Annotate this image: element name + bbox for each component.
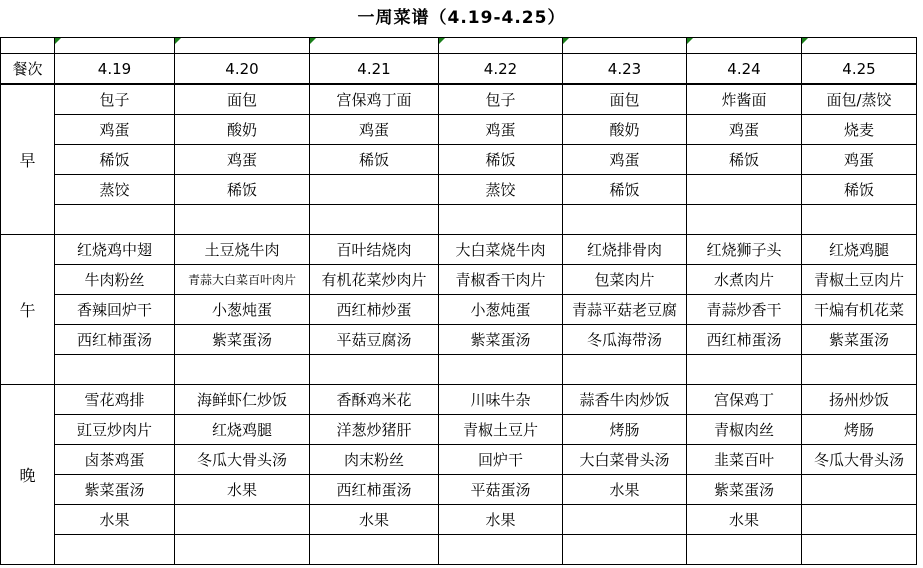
date-header: 4.21 [310, 54, 439, 85]
meal-label: 晚 [1, 385, 55, 565]
spacer-row [1, 38, 917, 54]
table-row [1, 205, 917, 235]
table-row [1, 505, 917, 535]
dish-cell [687, 535, 802, 565]
date-header: 4.22 [439, 54, 563, 85]
dish-cell [687, 205, 802, 235]
dish-cell: 面包/蒸饺 [802, 84, 917, 115]
spacer-cell [563, 38, 687, 54]
dish-cell: 青蒜炒香干 [687, 295, 802, 325]
dish-cell: 海鲜虾仁炒饭 [175, 385, 310, 415]
dish-cell: 紫菜蛋汤 [802, 325, 917, 355]
dish-cell: 冬瓜大骨头汤 [802, 445, 917, 475]
table-row [1, 325, 917, 355]
dish-cell: 西红柿蛋汤 [310, 475, 439, 505]
dish-cell: 百叶结烧肉 [310, 235, 439, 265]
spacer-cell [55, 38, 175, 54]
meal-column-header: 餐次 [1, 54, 55, 85]
dish-cell: 土豆烧牛肉 [175, 235, 310, 265]
dish-cell: 西红柿蛋汤 [55, 325, 175, 355]
dish-cell: 紫菜蛋汤 [439, 325, 563, 355]
dish-cell [563, 505, 687, 535]
dish-cell: 鸡蛋 [563, 145, 687, 175]
dish-cell: 水果 [563, 475, 687, 505]
date-header: 4.25 [802, 54, 917, 85]
date-header: 4.23 [563, 54, 687, 85]
spacer-cell [310, 38, 439, 54]
dish-cell: 水果 [439, 505, 563, 535]
spacer-cell [1, 38, 55, 54]
table-row [1, 415, 917, 445]
dish-cell: 紫菜蛋汤 [175, 325, 310, 355]
dish-cell: 洋葱炒猪肝 [310, 415, 439, 445]
dish-cell [175, 355, 310, 385]
dish-cell: 紫菜蛋汤 [55, 475, 175, 505]
dish-cell: 冬瓜海带汤 [563, 325, 687, 355]
menu-table [0, 37, 917, 565]
dish-cell: 鸡蛋 [687, 115, 802, 145]
dish-cell: 宫保鸡丁面 [310, 84, 439, 115]
dish-cell: 牛肉粉丝 [55, 265, 175, 295]
dish-cell: 烤肠 [802, 415, 917, 445]
dish-cell [687, 175, 802, 205]
table-row [1, 265, 917, 295]
dish-cell [439, 205, 563, 235]
dish-cell: 韭菜百叶 [687, 445, 802, 475]
dish-cell: 青蒜平菇老豆腐 [563, 295, 687, 325]
spacer-cell [687, 38, 802, 54]
dish-cell: 鸡蛋 [55, 115, 175, 145]
dish-cell: 香酥鸡米花 [310, 385, 439, 415]
table-row [1, 84, 917, 115]
dish-cell: 面包 [175, 84, 310, 115]
dish-cell: 西红柿炒蛋 [310, 295, 439, 325]
dish-cell [802, 535, 917, 565]
dish-cell: 红烧排骨肉 [563, 235, 687, 265]
dish-cell [563, 355, 687, 385]
dish-cell: 烤肠 [563, 415, 687, 445]
dish-cell [687, 355, 802, 385]
dish-cell [55, 535, 175, 565]
dish-cell: 肉末粉丝 [310, 445, 439, 475]
dish-cell: 青椒肉丝 [687, 415, 802, 445]
dish-cell: 稀饭 [175, 175, 310, 205]
dish-cell: 稀饭 [310, 145, 439, 175]
dish-cell [175, 505, 310, 535]
dish-cell: 有机花菜炒肉片 [310, 265, 439, 295]
dish-cell: 西红柿蛋汤 [687, 325, 802, 355]
table-row [1, 235, 917, 265]
dish-cell: 烧麦 [802, 115, 917, 145]
dish-cell: 水煮肉片 [687, 265, 802, 295]
dish-cell: 包子 [439, 84, 563, 115]
dish-cell: 蒸饺 [439, 175, 563, 205]
dish-cell: 水果 [55, 505, 175, 535]
table-row [1, 295, 917, 325]
dish-cell [563, 205, 687, 235]
dish-cell: 大白菜骨头汤 [563, 445, 687, 475]
dish-cell: 水果 [175, 475, 310, 505]
spacer-cell [175, 38, 310, 54]
dish-cell: 紫菜蛋汤 [687, 475, 802, 505]
dish-cell: 红烧狮子头 [687, 235, 802, 265]
dish-cell: 豇豆炒肉片 [55, 415, 175, 445]
dish-cell: 红烧鸡腿 [175, 415, 310, 445]
dish-cell: 青椒香干肉片 [439, 265, 563, 295]
dish-cell [802, 475, 917, 505]
dish-cell: 稀饭 [802, 175, 917, 205]
table-row [1, 175, 917, 205]
dish-cell: 鸡蛋 [175, 145, 310, 175]
dish-cell: 红烧鸡中翅 [55, 235, 175, 265]
dish-cell: 稀饭 [55, 145, 175, 175]
dish-cell: 冬瓜大骨头汤 [175, 445, 310, 475]
dish-cell: 卤茶鸡蛋 [55, 445, 175, 475]
dish-cell: 香辣回炉干 [55, 295, 175, 325]
dish-cell: 雪花鸡排 [55, 385, 175, 415]
table-row [1, 535, 917, 565]
dish-cell: 稀饭 [439, 145, 563, 175]
dish-cell [310, 205, 439, 235]
dish-cell: 包菜肉片 [563, 265, 687, 295]
dish-cell: 青蒜大白菜百叶肉片 [175, 265, 310, 295]
dish-cell [175, 205, 310, 235]
dish-cell: 扬州炒饭 [802, 385, 917, 415]
dish-cell: 大白菜烧牛肉 [439, 235, 563, 265]
dish-cell [802, 205, 917, 235]
dish-cell: 稀饭 [687, 145, 802, 175]
dish-cell [563, 535, 687, 565]
dish-cell [802, 355, 917, 385]
dish-cell: 红烧鸡腿 [802, 235, 917, 265]
spacer-cell [439, 38, 563, 54]
dish-cell: 平菇豆腐汤 [310, 325, 439, 355]
dish-cell: 稀饭 [563, 175, 687, 205]
dish-cell: 干煸有机花菜 [802, 295, 917, 325]
dish-cell [802, 505, 917, 535]
table-row [1, 115, 917, 145]
table-row [1, 355, 917, 385]
dish-cell: 鸡蛋 [439, 115, 563, 145]
dish-cell: 酸奶 [563, 115, 687, 145]
dish-cell: 小葱炖蛋 [439, 295, 563, 325]
meal-label: 午 [1, 235, 55, 385]
date-header: 4.19 [55, 54, 175, 85]
spacer-cell [802, 38, 917, 54]
dish-cell: 蒜香牛肉炒饭 [563, 385, 687, 415]
dish-cell: 蒸饺 [55, 175, 175, 205]
table-row [1, 145, 917, 175]
dish-cell: 面包 [563, 84, 687, 115]
dish-cell: 水果 [310, 505, 439, 535]
dish-cell [310, 355, 439, 385]
dish-cell: 青椒土豆肉片 [802, 265, 917, 295]
date-header: 4.20 [175, 54, 310, 85]
dish-cell: 包子 [55, 84, 175, 115]
dish-cell: 小葱炖蛋 [175, 295, 310, 325]
meal-label: 早 [1, 84, 55, 235]
dish-cell: 川味牛杂 [439, 385, 563, 415]
dish-cell: 青椒土豆片 [439, 415, 563, 445]
header-row [1, 54, 917, 85]
dish-cell: 炸酱面 [687, 84, 802, 115]
table-row [1, 445, 917, 475]
date-header: 4.24 [687, 54, 802, 85]
dish-cell [175, 535, 310, 565]
dish-cell: 酸奶 [175, 115, 310, 145]
dish-cell [55, 355, 175, 385]
dish-cell: 鸡蛋 [802, 145, 917, 175]
dish-cell [310, 175, 439, 205]
table-row [1, 475, 917, 505]
dish-cell [439, 355, 563, 385]
dish-cell: 平菇蛋汤 [439, 475, 563, 505]
dish-cell [439, 535, 563, 565]
dish-cell [55, 205, 175, 235]
page-title: 一周菜谱（4.19-4.25） [357, 8, 566, 28]
table-row [1, 385, 917, 415]
dish-cell: 回炉干 [439, 445, 563, 475]
dish-cell: 鸡蛋 [310, 115, 439, 145]
dish-cell [310, 535, 439, 565]
dish-cell: 宫保鸡丁 [687, 385, 802, 415]
dish-cell: 水果 [687, 505, 802, 535]
